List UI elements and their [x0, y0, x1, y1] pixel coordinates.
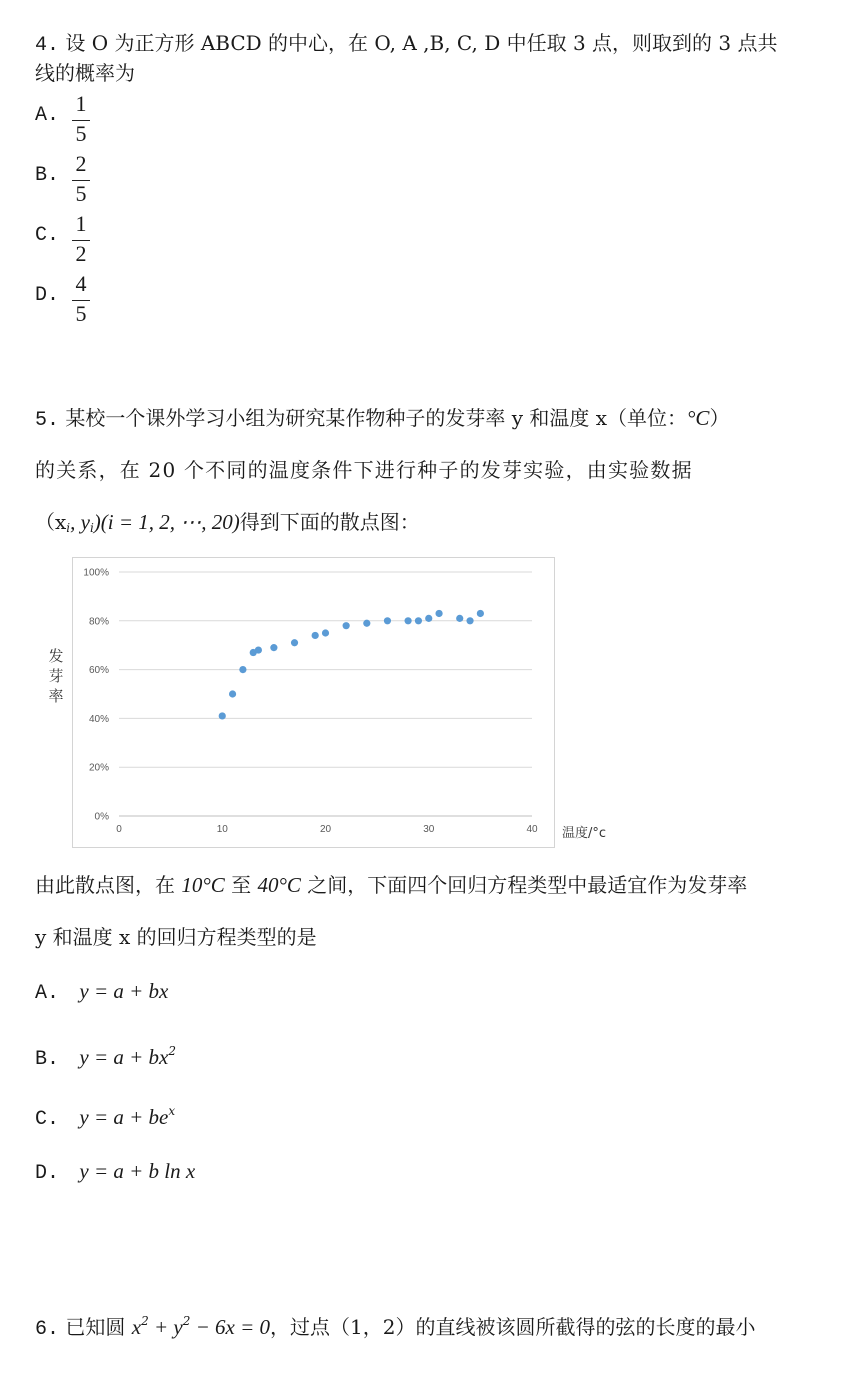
option-letter: A.: [35, 982, 60, 1005]
q4-option-c[interactable]: [35, 212, 155, 268]
data-point: [456, 615, 463, 622]
numerator: 2: [75, 151, 87, 176]
option-letter: B.: [35, 164, 60, 187]
data-point: [219, 712, 226, 719]
q6-stem-line1: [35, 1306, 755, 1345]
formula: y = a + be: [79, 1105, 169, 1129]
exponent: 2: [182, 1314, 191, 1328]
q5-option-c[interactable]: [35, 1096, 175, 1135]
q5-after-text: 至: [224, 873, 258, 897]
q6-number: 6.: [35, 1318, 60, 1341]
x-tick-label: 40: [526, 824, 538, 835]
q4-number: 4.: [35, 34, 60, 57]
q5-number: 5.: [35, 409, 60, 432]
formula: y = a + bx: [79, 979, 169, 1003]
data-pair-y: , y: [70, 510, 90, 534]
q5-after-line1: [35, 870, 747, 900]
y-tick-label: 60%: [88, 665, 109, 677]
option-letter: B.: [35, 1048, 60, 1071]
q4-stem-line1: [35, 28, 778, 61]
numerator: 1: [75, 91, 87, 116]
x-tick-label: 20: [319, 824, 332, 835]
denominator: 5: [75, 181, 87, 206]
x-tick-label: 10: [216, 824, 228, 835]
exponent: 2: [141, 1314, 149, 1328]
q4-option-d[interactable]: [35, 272, 155, 328]
data-point: [435, 610, 442, 617]
q4-stem-line2: 线的概率为: [35, 61, 135, 85]
y-tick-label: 100%: [83, 567, 109, 579]
q6-text-pre: 已知圆: [65, 1315, 132, 1339]
option-letter: C.: [35, 224, 60, 247]
data-point: [405, 617, 412, 624]
data-pair-open: （x: [35, 510, 67, 534]
data-point: [343, 622, 350, 629]
data-point: [415, 617, 422, 624]
data-point: [229, 690, 236, 697]
q5-stem-line2: 的关系，在 20 个不同的温度条件下进行种子的发芽实验，由实验数据: [35, 458, 693, 482]
q5-after-text: 由此散点图，在: [35, 873, 182, 897]
q5-after-line2: y 和温度 x 的回归方程类型的是: [35, 925, 317, 949]
x-tick-label: 30: [423, 824, 435, 835]
option-letter: D.: [35, 284, 60, 307]
option-letter: D.: [35, 1162, 60, 1185]
y-tick-label: 0%: [94, 811, 109, 823]
index-range: )(i = 1, 2, ⋯, 20): [93, 510, 240, 534]
circle-eq-x: x: [131, 1315, 142, 1339]
data-point: [363, 620, 370, 627]
data-point: [312, 632, 319, 639]
q5-stem-line1: [35, 403, 729, 436]
data-point: [466, 617, 473, 624]
scatter-chart: [48, 557, 555, 848]
y-tick-label: 40%: [88, 713, 109, 725]
circle-eq-y: + y: [148, 1315, 183, 1339]
data-point: [384, 617, 391, 624]
temp-high: 40°C: [257, 873, 301, 897]
q5-close-paren: ）: [709, 406, 730, 430]
scatter-plot-area: [73, 558, 554, 847]
q4-option-a[interactable]: [35, 92, 155, 148]
data-point: [425, 615, 432, 622]
data-point: [239, 666, 246, 673]
y-tick-label: 20%: [88, 762, 109, 774]
temperature-unit: °C: [687, 406, 710, 430]
data-point: [477, 610, 484, 617]
subscript-i: i: [66, 521, 71, 535]
q6-text-post: ，过点（1，2）的直线被该圆所截得的弦的长度的最小: [270, 1315, 756, 1339]
denominator: 5: [75, 301, 87, 326]
numerator: 1: [75, 211, 87, 236]
exponent: x: [168, 1104, 176, 1118]
numerator: 4: [75, 271, 87, 296]
denominator: 2: [75, 241, 87, 266]
formula: y = a + bx: [79, 1045, 169, 1069]
data-point: [291, 639, 298, 646]
q5-text-line3: 得到下面的散点图：: [239, 510, 420, 534]
y-tick-label: 80%: [88, 616, 109, 628]
chart-y-axis-label: 发芽率: [48, 647, 64, 705]
denominator: 5: [75, 121, 87, 146]
q5-stem-line3: [35, 507, 420, 543]
temp-low: 10°C: [181, 873, 225, 897]
q5-option-a[interactable]: [35, 976, 168, 1009]
q5-after-text: 之间，下面四个回归方程类型中最适宜作为发芽率: [300, 873, 748, 897]
q5-option-d[interactable]: [35, 1156, 195, 1189]
option-letter: A.: [35, 104, 60, 127]
chart-x-axis-label: 温度/°c: [562, 826, 607, 841]
data-point: [322, 629, 329, 636]
data-point: [255, 646, 262, 653]
formula: y = a + b ln x: [79, 1159, 196, 1183]
q4-text-line1: 设 O 为正方形 ABCD 的中心，在 O, A ,B, C, D 中任取 3 点，则取到的 3 点共: [65, 31, 778, 55]
subscript-i: i: [89, 521, 94, 535]
x-tick-label: 0: [116, 824, 122, 835]
data-point: [270, 644, 277, 651]
exponent: 2: [168, 1044, 176, 1058]
option-letter: C.: [35, 1108, 60, 1131]
q4-option-b[interactable]: [35, 152, 155, 208]
q5-option-b[interactable]: [35, 1036, 176, 1075]
q5-text-line1: 某校一个课外学习小组为研究某作物种子的发芽率 y 和温度 x（单位：: [65, 406, 688, 430]
circle-eq-rest: − 6x = 0: [190, 1315, 271, 1339]
